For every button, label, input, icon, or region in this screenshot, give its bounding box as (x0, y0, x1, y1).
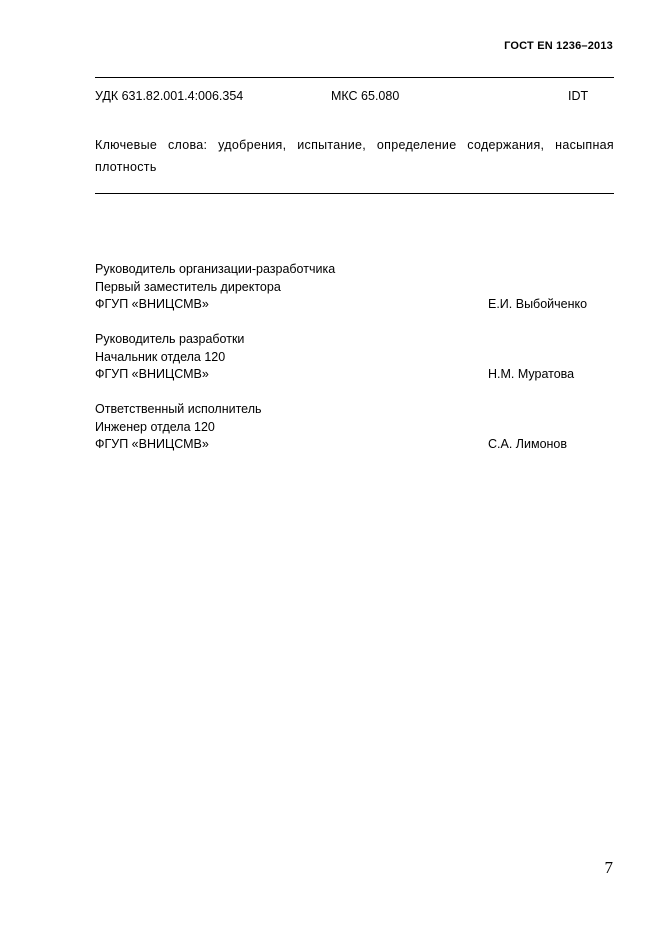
classification-row (95, 89, 614, 107)
idt-label: IDT (568, 89, 589, 103)
signatory-organization: ФГУП «ВНИЦСМВ» (95, 367, 209, 381)
signatory-position: Начальник отдела 120 (95, 349, 226, 364)
signatory-position: Первый заместитель директора (95, 279, 281, 294)
signatory-name: Н.М. Муратова (488, 367, 575, 381)
signatory-role: Руководитель разработки (95, 332, 245, 346)
top-divider (95, 77, 614, 78)
page-number: 7 (604, 858, 613, 877)
signatory-name: Е.И. Выбойченко (488, 297, 588, 311)
signatory-block (95, 331, 614, 384)
bottom-divider (95, 193, 614, 194)
signatory-organization: ФГУП «ВНИЦСМВ» (95, 437, 209, 451)
signatory-role: Руководитель организации-разработчика (95, 262, 336, 276)
signatory-position: Инженер отдела 120 (95, 419, 215, 434)
signatory-organization: ФГУП «ВНИЦСМВ» (95, 297, 209, 311)
standard-code: ГОСТ EN 1236–2013 (504, 40, 613, 52)
mks-code: МКС 65.080 (331, 89, 400, 103)
signatory-block (95, 261, 614, 314)
keywords-text: Ключевые слова: удобрения, испытание, определение содержания, насыпная плотность (95, 138, 614, 174)
signatory-block (95, 401, 614, 454)
signatory-role: Ответственный исполнитель (95, 402, 262, 416)
signatory-name: С.А. Лимонов (488, 437, 568, 451)
udk-code: УДК 631.82.001.4:006.354 (95, 89, 244, 103)
